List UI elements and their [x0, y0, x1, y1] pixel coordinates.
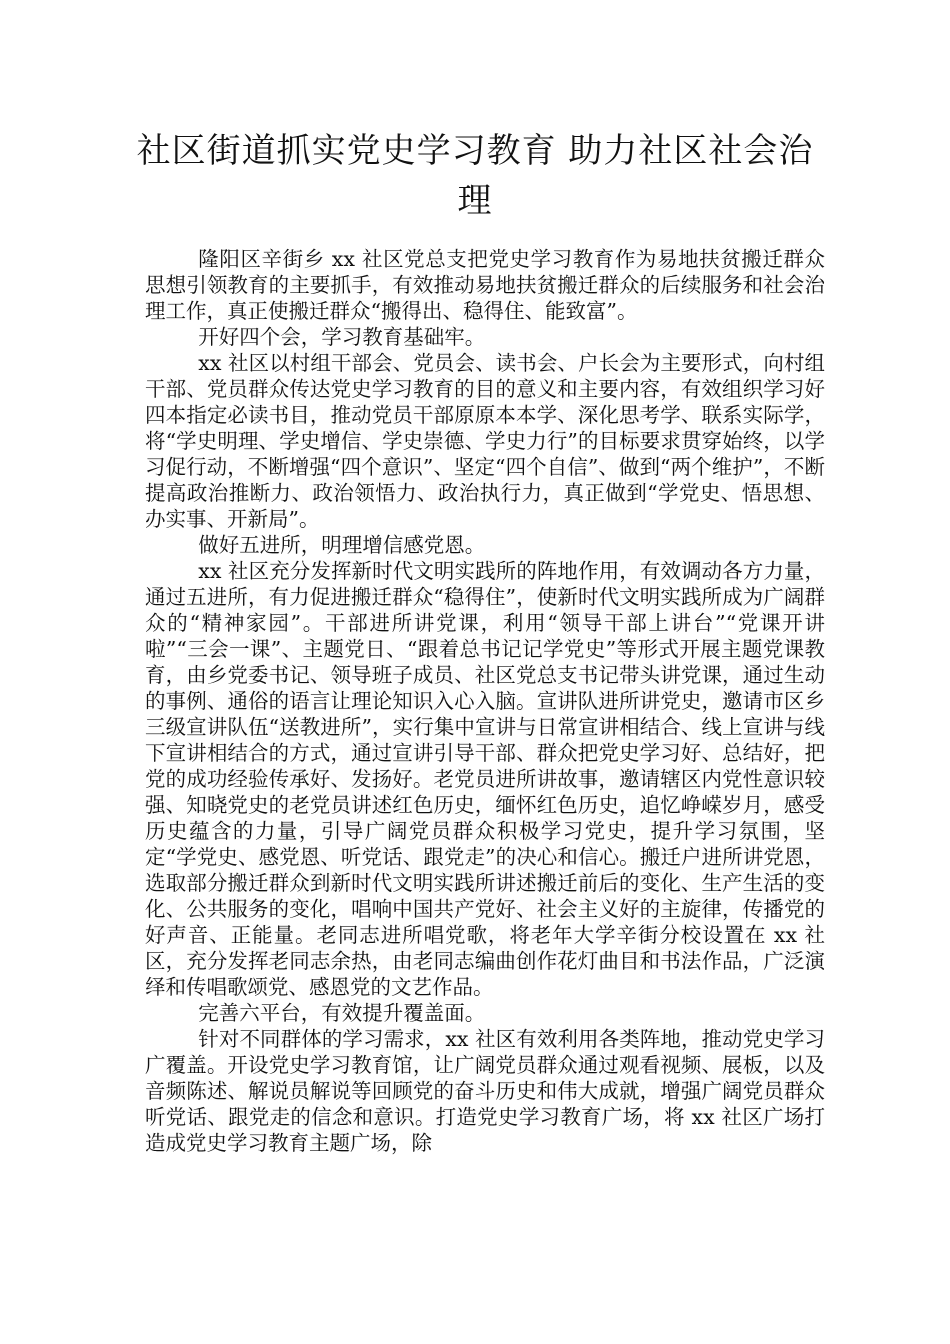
document-title: 社区街道抓实党史学习教育 助力社区社会治理 [136, 131, 814, 221]
section-heading-five-entries: 做好五进所，明理增信感党恩。 [198, 533, 486, 557]
five-entries-paragraph: xx 社区充分发挥新时代文明实践所的阵地作用，有效调动各方力量，通过五进所，有力促进搬迁群众“稳得住”，使新时代文明实践所成为广阔群众的“精神家园”。干部进所讲党课，利用“领导干部上讲台”“党课开讲啦”“三会一课”、主题党日、“跟着总书记记学党史”等形式开展主题党课教育，由乡党委书记、领导班子成员、社区党总支书记带头讲党课，通过生动的事例、通俗的语言让理论知识入心入脑。宣讲队进所讲党史，邀请市区乡三级宣讲队伍“送教进所”，实行集中宣讲与日常宣讲相结合、线上宣讲与线下宣讲相结合的方式，通过宣讲引导干部、群众把党史学习好、总结好，把党的成功经验传承好、发扬好。老党员进所讲故事，邀请辖区内党性意识较强、知晓党史的老党员讲述红色历史，缅怀红色历史，追忆峥嵘岁月，感受历史蕴含的力量，引导广阔党员群众积极学习党史，提升学习氛围，坚定“学党史、感党恩、听党话、跟党走”的决心和信心。搬迁户进所讲党恩，选取部分搬迁群众到新时代文明实践所讲述搬迁前后的变化、生产生活的变化、公共服务的变化，唱响中国共产党好、社会主义好的主旋律，传播党的好声音、正能量。老同志进所唱党歌，将老年大学辛街分校设置在 xx 社区，充分发挥老同志余热，由老同志编曲创作花灯曲目和书法作品，广泛演绎和传唱歌颂党、感恩党的文艺作品。 [145, 559, 825, 999]
intro-paragraph: 隆阳区辛街乡 xx 社区党总支把党史学习教育作为易地扶贫搬迁群众思想引领教育的主要抓手，有效推动易地扶贫搬迁群众的后续服务和社会治理工作，真正使搬迁群众“搬得出、稳得住、能致富”。 [145, 247, 825, 323]
six-platforms-paragraph: 针对不同群体的学习需求，xx 社区有效利用各类阵地，推动党史学习广覆盖。开设党史学习教育馆，让广阔党员群众通过观看视频、展板，以及音频陈述、解说员解说等回顾党的奋斗历史和伟大成就，增强广阔党员群众听党话、跟党走的信念和意识。打造党史学习教育广场，将 xx 社区广场打造成党史学习教育主题广场，除 [145, 1027, 825, 1155]
four-meetings-paragraph: xx 社区以村组干部会、党员会、读书会、户长会为主要形式，向村组干部、党员群众传达党史学习教育的目的意义和主要内容，有效组织学习好四本指定必读书目，推动党员干部原原本本学、深化思考学、联系实际学，将“学史明理、学史增信、学史崇德、学史力行”的目标要求贯穿始终，以学习促行动，不断增强“四个意识”、坚定“四个自信”、做到“两个维护”，不断提高政治推断力、政治领悟力、政治执行力，真正做到“学党史、悟思想、办实事、开新局”。 [145, 351, 825, 531]
section-heading-four-meetings: 开好四个会，学习教育基础牢。 [198, 325, 486, 349]
section-heading-six-platforms: 完善六平台，有效提升覆盖面。 [198, 1001, 486, 1025]
document-body [145, 246, 825, 1156]
